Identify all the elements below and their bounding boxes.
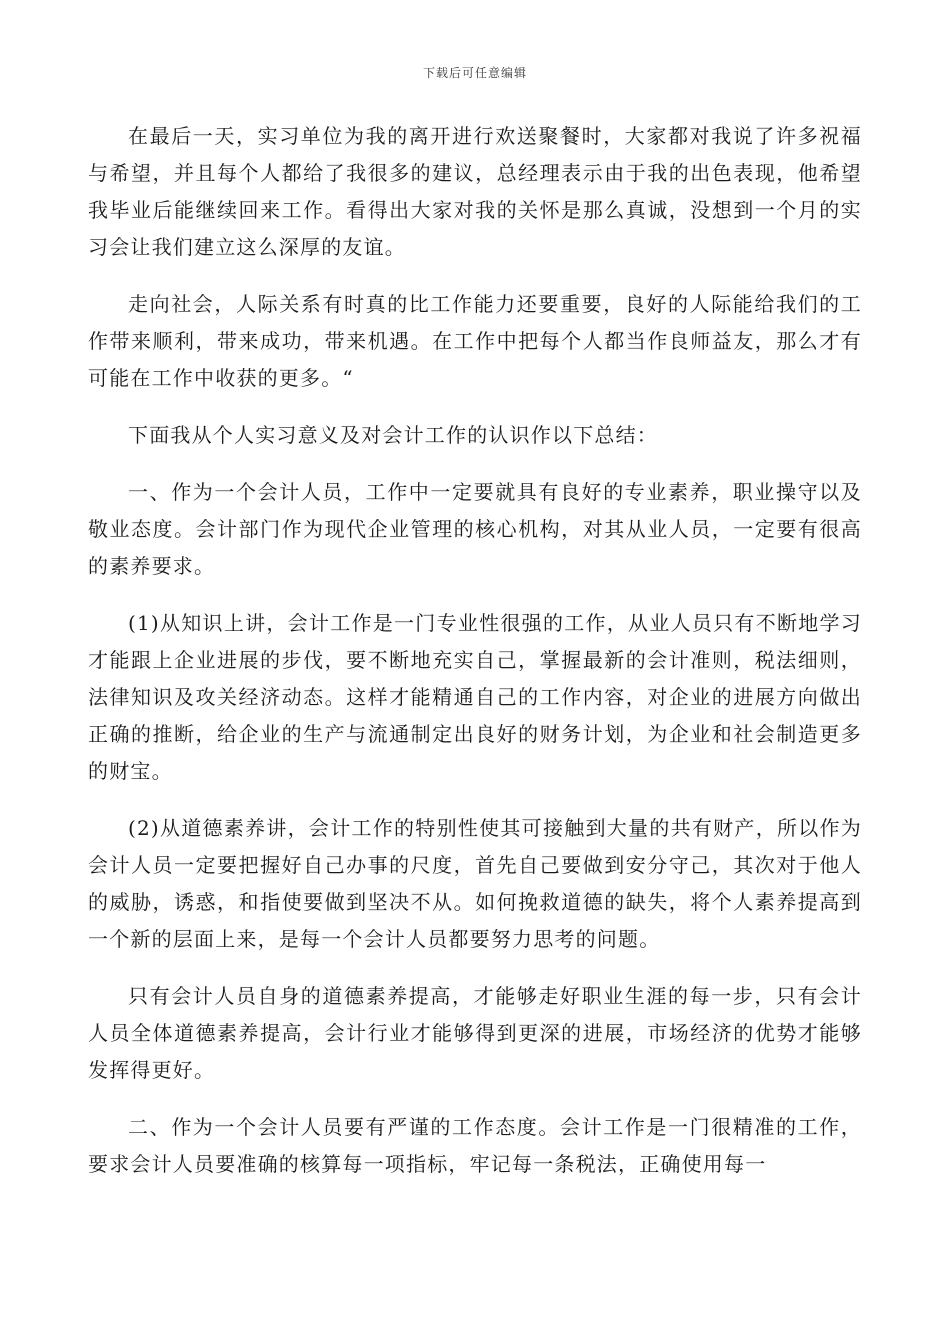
paragraph-knowledge: (1)从知识上讲，会计工作是一门专业性很强的工作，从业人员只有不断地学习才能跟上企业进展的步伐，要不断地充实自己，掌握最新的会计准则，税法细则，法律知识及攻关经济动态。这样才能精通自己的工作内容，对企业的进展方向做出正确的推断，给企业的生产与流通制定出良好的财务计划，为企业和社会制造更多的财宝。 bbox=[88, 611, 862, 783]
paragraph-ethics-conclusion: 只有会计人员自身的道德素养提高，才能够走好职业生涯的每一步，只有会计人员全体道德素养提高，会计行业才能够得到更深的进展，市场经济的优势才能够发挥得更好。 bbox=[88, 984, 862, 1082]
paragraph-farewell-dinner: 在最后一天，实习单位为我的离开进行欢送聚餐时，大家都对我说了许多祝福与希望，并且每个人都给了我很多的建议，总经理表示由于我的出色表现，他希望我毕业后能继续回来工作。看得出大家对我的关怀是那么真诚，没想到一个月的实习会让我们建立这么深厚的友谊。 bbox=[88, 124, 862, 259]
paragraph-point-two: 二、作为一个会计人员要有严谨的工作态度。会计工作是一门很精准的工作，要求会计人员要准确的核算每一项指标，牢记每一条税法，正确使用每一 bbox=[88, 1115, 862, 1176]
paragraph-summary-intro: 下面我从个人实习意义及对会计工作的认识作以下总结： bbox=[128, 423, 658, 447]
page-header: 下载后可任意编辑 bbox=[422, 66, 527, 80]
paragraph-point-one: 一、作为一个会计人员，工作中一定要就具有良好的专业素养，职业操守以及敬业态度。会计部门作为现代企业管理的核心机构，对其从业人员，一定要有很高的素养要求。 bbox=[88, 480, 862, 578]
paragraph-social-relations: 走向社会，人际关系有时真的比工作能力还要重要，良好的人际能给我们的工作带来顺利，带来成功，带来机遇。在工作中把每个人都当作良师益友，那么才有可能在工作中收获的更多。“ bbox=[88, 292, 862, 390]
document-body bbox=[88, 118, 862, 1203]
paragraph-ethics: (2)从道德素养讲，会计工作的特别性使其可接触到大量的共有财产，所以作为会计人员一定要把握好自己办事的尺度，首先自己要做到安分守己，其次对于他人的威胁，诱惑，和指使要做到坚决不从。如何挽救道德的缺失，将个人素养提高到一个新的层面上来，是每一个会计人员都要努力思考的问题。 bbox=[88, 816, 862, 951]
